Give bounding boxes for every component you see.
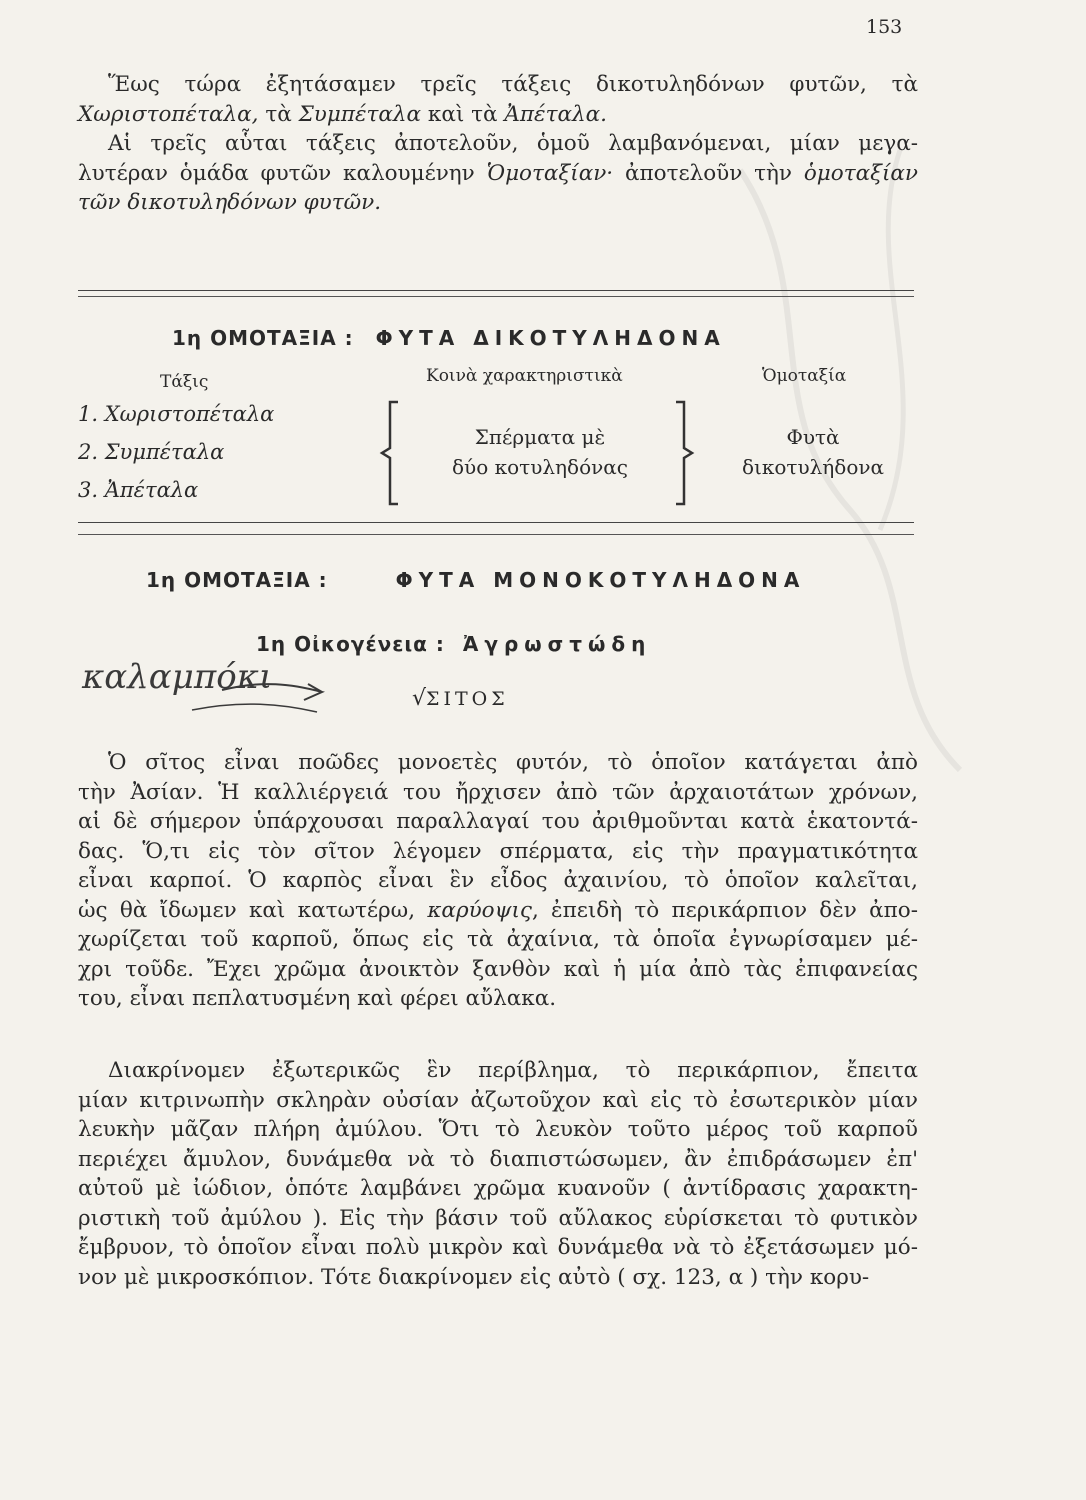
column-header-features: Κοινὰ χαρακτηριστικὰ	[426, 366, 623, 386]
features-line: Σπέρματα μὲ	[474, 425, 606, 449]
body-line: τὴν Ἀσίαν. Ἡ καλλιέργειά του ἤρχισεν ἀπὸ τῶν ἀρχαιοτάτων χρόνων,	[78, 779, 918, 805]
body-line: εἶναι καρποί. Ὁ καρπὸς εἶναι ἓν εἶδος ἀχαινίου, τὸ ὁποῖον καλεῖται,	[78, 868, 918, 893]
class-cell	[718, 422, 908, 482]
text-run: , ἐπειδὴ τὸ περικάρπιον δὲν ἀπο-	[531, 897, 918, 923]
body-line: μίαν κιτρινωπὴν σκληρὰν οὐσίαν ἀζωτοῦχον καὶ εἰς τὸ ἐσωτερικὸν μίαν	[78, 1087, 918, 1113]
body-line: ἔμβρυον, τὸ ὁποῖον εἶναι πολὺ μικρὸν καὶ δυνάμεθα νὰ τὸ ἐξετάσωμεν μό-	[78, 1235, 918, 1260]
table-row-taxis: 3. Ἀπέταλα	[78, 478, 199, 502]
text-run: ἀποτελοῦν τὴν	[613, 160, 804, 186]
text-run: Χωριστοπέταλα,	[78, 101, 259, 127]
body-line: περιέχει ἄμυλον, δυνάμεθα νὰ τὸ διαπιστώσωμεν, ἂν ἐπιδράσωμεν ἐπ'	[78, 1146, 918, 1172]
body-line: ριστικὴ τοῦ ἀμύλου ). Εἰς τὴν βάσιν τοῦ αὔλακος εὑρίσκεται τὸ φυτικὸν	[78, 1205, 918, 1231]
divider	[78, 296, 914, 297]
text-run: Ὁμοταξίαν·	[486, 160, 614, 186]
body-line	[78, 896, 918, 926]
section-title: ΦΥΤΑ ΜΟΝΟΚΟΤΥΛΗΔΟΝΑ	[395, 568, 806, 592]
section-label: 1η ΟΜΟΤΑΞΙΑ :	[146, 568, 328, 592]
subheading-text: ΣΙΤΟΣ	[426, 688, 509, 710]
page-number: 153	[866, 16, 903, 38]
text-run: ὁμοταξίαν	[803, 160, 918, 186]
intro-line: Αἱ τρεῖς αὗται τάξεις ἀποτελοῦν, ὁμοῦ λαμβανόμεναι, μίαν μεγα-	[108, 131, 918, 156]
intro-line: τῶν δικοτυληδόνων φυτῶν.	[78, 190, 382, 215]
body-line: αἱ δὲ σήμερον ὑπάρχουσαι παραλλαγαί του ἀριθμοῦνται κατὰ ἑκατοντά-	[78, 809, 918, 834]
text-run: καὶ τὰ	[421, 101, 505, 127]
text-run: ὡς θὰ ἴδωμεν καὶ κατωτέρω,	[78, 897, 428, 923]
divider	[78, 522, 914, 523]
body-line: του, εἶναι πεπλατυσμένη καὶ φέρει αὔλακα.	[78, 986, 557, 1011]
text-run: Συμπέταλα	[298, 101, 422, 127]
handwritten-note	[72, 640, 352, 730]
class-line: Φυτὰ	[786, 425, 840, 449]
subheading-sitos	[412, 686, 509, 711]
divider	[78, 290, 914, 291]
handwritten-word: καλαμπόκι	[82, 657, 273, 697]
class-line: δικοτυλήδονα	[741, 455, 885, 479]
table-row-taxis: 1. Χωριστοπέταλα	[78, 402, 275, 426]
divider	[78, 534, 914, 535]
text-run: λυτέραν ὁμάδα φυτῶν καλουμένην	[78, 160, 487, 186]
term: καρύοψις	[427, 897, 532, 923]
family-name: Ἀγρωστώδη	[462, 632, 652, 656]
right-brace	[672, 398, 696, 508]
body-line: δας. Ὅ,τι εἰς τὸν σῖτον λέγομεν σπέρματα, εἰς τὴν πραγματικότητα	[78, 838, 918, 864]
body-paragraph-1	[78, 748, 918, 1014]
left-brace	[378, 398, 402, 508]
section-heading-dicots	[172, 326, 726, 350]
column-header-class: Ὁμοταξία	[762, 366, 847, 386]
features-line: δύο κοτυληδόνας	[452, 455, 628, 479]
section-label: 1η ΟΜΟΤΑΞΙΑ :	[172, 326, 354, 350]
intro-line-mixed	[78, 159, 918, 189]
intro-line: Ἕως τώρα ἐξητάσαμεν τρεῖς τάξεις δικοτυληδόνων φυτῶν, τὰ	[108, 72, 918, 97]
body-line: χωρίζεται τοῦ καρποῦ, ὅπως εἰς τὰ ἀχαίνια, τὰ ὁποῖα ἐγνωρίσαμεν μέ-	[78, 927, 918, 952]
section-heading-monocots	[146, 568, 805, 592]
body-line: Ὁ σῖτος εἶναι ποῶδες μονοετὲς φυτόν, τὸ ὁποῖον κατάγεται ἀπὸ	[108, 750, 918, 775]
body-line: Διακρίνομεν ἐξωτερικῶς ἓν περίβλημα, τὸ περικάρπιον, ἔπειτα	[108, 1058, 918, 1083]
body-line: λευκὴν μᾶζαν πλήρη ἀμύλου. Ὅτι τὸ λευκὸν τοῦτο μέρος τοῦ καρποῦ	[78, 1117, 918, 1142]
table-row-taxis: 2. Συμπέταλα	[78, 440, 225, 464]
features-cell	[410, 422, 670, 482]
check-mark: √	[412, 686, 427, 711]
body-line: αὐτοῦ μὲ ἰώδιον, ὁπότε λαμβάνει χρῶμα κυανοῦν ( ἀντίδρασις χαρακτη-	[78, 1176, 918, 1201]
intro-line-mixed	[78, 100, 918, 130]
body-line: νον μὲ μικροσκόπιον. Τότε διακρίνομεν εἰς αὐτὸ ( σχ. 123, α ) τὴν κορυ-	[78, 1264, 870, 1290]
section-title: ΦΥΤΑ ΔΙΚΟΤΥΛΗΔΟΝΑ	[375, 326, 726, 350]
column-header-taxis: Τάξις	[160, 372, 209, 392]
intro-paragraph	[78, 70, 918, 218]
body-line: χρι τοῦδε. Ἔχει χρῶμα ἀνοικτὸν ξανθὸν καὶ ἡ μία ἀπὸ τὰς ἐπιφανείας	[78, 956, 918, 982]
body-paragraph-2	[78, 1056, 918, 1292]
text-run: τὰ	[258, 101, 299, 127]
text-run: Ἀπέταλα.	[504, 101, 607, 127]
family-label: 1η Οἰκογένεια :	[256, 632, 445, 656]
